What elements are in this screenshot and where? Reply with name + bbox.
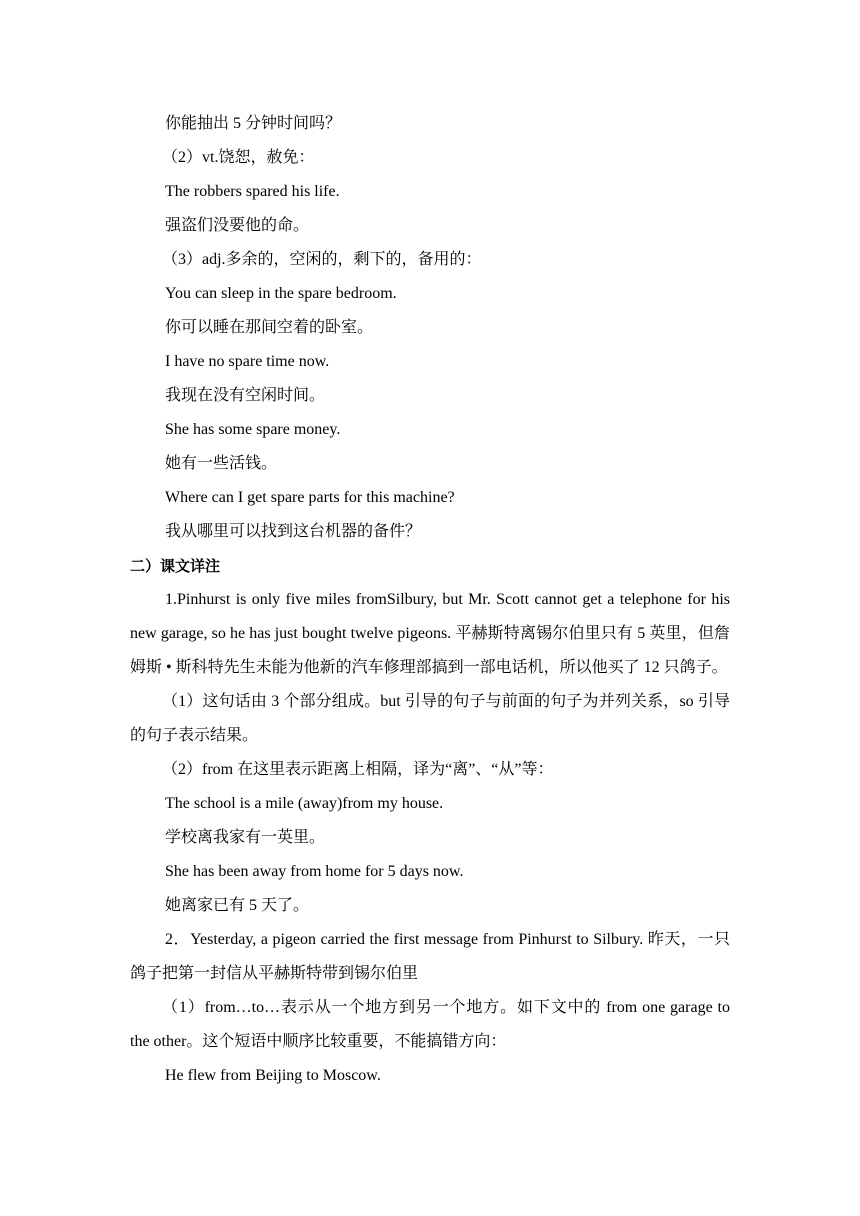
document-body [130,107,730,1093]
note-1-example: 学校离我家有一英里。 [165,829,326,846]
note-1-sub-1: （1）这句话由 3 个部分组成。but 引导的句子与前面的句子为并列关系，so 引导的句子表示结果。 [130,693,730,744]
vocab-example-zh: 强盗们没要他的命。 [165,217,310,234]
section-heading: 二）课文详注 [130,557,221,575]
vocab-example-en: You can sleep in the spare bedroom. [165,285,397,302]
note-1-sub-2: （2）from 在这里表示距离上相隔，译为“离”、“从”等： [162,761,554,778]
note-1-example: She has been away from home for 5 days now. [165,863,464,880]
vocab-example-zh: 我从哪里可以找到这台机器的备件？ [165,523,422,540]
vocab-sense-heading: （3）adj.多余的，空闲的，剩下的，备用的： [162,251,482,268]
vocab-line: 你能抽出 5 分钟时间吗？ [165,115,342,132]
vocab-sense-heading: （2）vt.饶恕，赦免： [162,149,315,166]
note-1-paragraph: 1.Pinhurst is only five miles fromSilbury, but Mr. Scott cannot get a telephone for his new garage, so he has just bought twelve pigeons. 平赫斯特离锡尔伯里只有 5 英里，但詹姆斯 • 斯科特先生未能为他新的汽车修理部搞到一部电话机，所以他买了 12 只鸽子。 [130,591,730,676]
vocab-example-en: The robbers spared his life. [165,183,340,200]
vocab-example-en: I have no spare time now. [165,353,330,370]
note-1-example: The school is a mile (away)from my house. [165,795,444,812]
vocab-example-zh: 你可以睡在那间空着的卧室。 [165,319,374,336]
note-2-sub-1: （1）from…to…表示从一个地方到另一个地方。如下文中的 from one garage to the other。这个短语中顺序比较重要，不能搞错方向： [130,999,730,1050]
vocab-example-en: She has some spare money. [165,421,341,438]
vocab-example-en: Where can I get spare parts for this machine? [165,489,455,506]
vocab-example-zh: 我现在没有空闲时间。 [165,387,326,404]
note-1-example: 她离家已有 5 天了。 [165,897,310,914]
vocab-example-zh: 她有一些活钱。 [165,455,278,472]
note-2-example: He flew from Beijing to Moscow. [165,1067,381,1084]
note-2-paragraph: 2．Yesterday, a pigeon carried the first message from Pinhurst to Silbury. 昨天，一只鸽子把第一封信从平赫斯特带到锡尔伯里 [130,931,730,982]
